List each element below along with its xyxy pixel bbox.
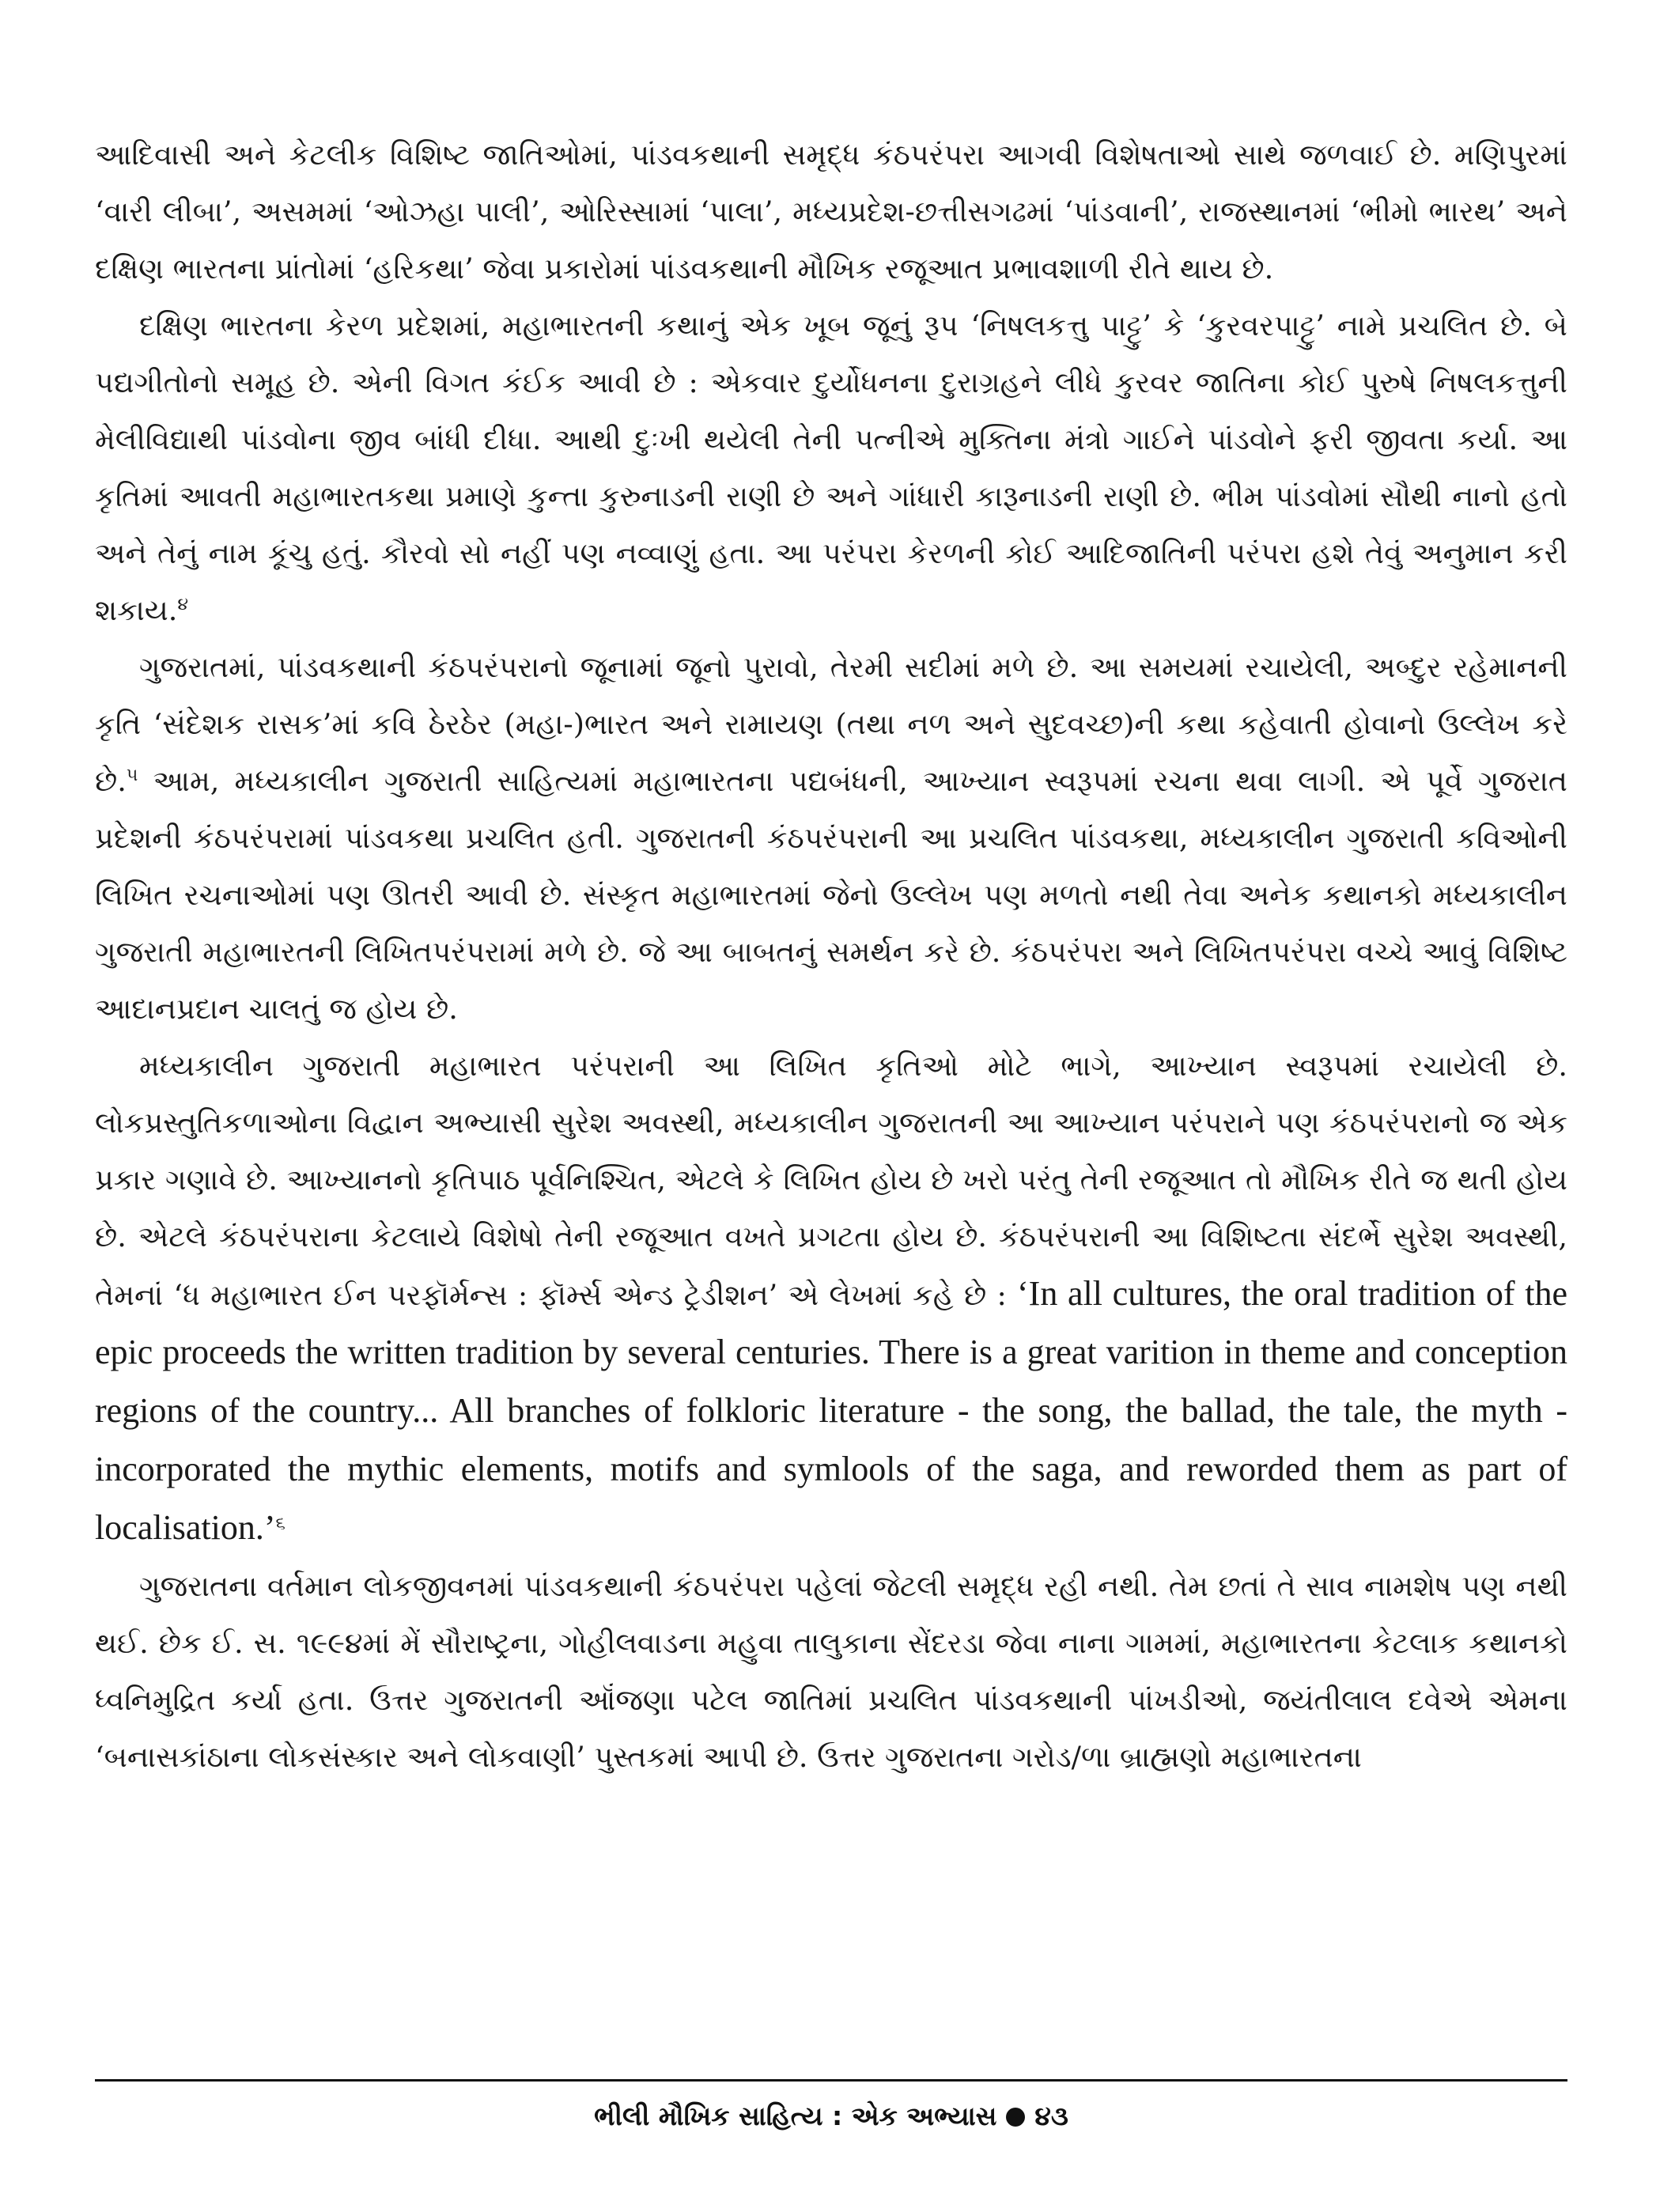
english-quotation: ‘In all cultures, the oral tradition of the epic proceeds the written tradition by several centuries. There is a great varition in theme and conception regions of the country... All branches of folkloric literature - the song, the ballad, the tale, the myth - incorporated the mythic elements, motifs and symlools of the saga, and reworded them as part of localisation.’ [95,1274,1567,1547]
paragraph-2 [95,297,1567,639]
paragraph-4 [95,1038,1567,1558]
footnote-ref: ૬ [275,1513,285,1533]
footer-book-title: ભીલી મૌખિક સાહિત્ય : એક અભ્યાસ [594,2100,997,2131]
paragraph-3 [95,639,1567,1038]
page-body [95,127,1567,1786]
paragraph-3-text-b: આમ, મધ્યકાલીન ગુજરાતી સાહિત્યમાં મહાભારતના પદ્યબંધની, આખ્યાન સ્વરૂપમાં રચના થવા લાગી. એ પૂર્વે ગુજરાત પ્રદેશની કંઠપરંપરામાં પાંડવકથા પ્રચલિત હતી. ગુજરાતની કંઠપરંપરાની આ પ્રચલિત પાંડવકથા, મધ્યકાલીન ગુજરાતી કવિઓની લિખિત રચનાઓમાં પણ ઊતરી આવી છે. સંસ્કૃત મહાભારતમાં જેનો ઉલ્લેખ પણ મળતો નથી તેવા અનેક કથાનકો મધ્યકાલીન ગુજરાતી મહાભારતની લિખિતપરંપરામાં મળે છે. જે આ બાબતનું સમર્થન કરે છે. કંઠપરંપરા અને લિખિતપરંપરા વચ્ચે આવું વિશિષ્ટ આદાનપ્રદાન ચાલતું જ હોય છે. [95,764,1567,1026]
footnote-ref: ૫ [126,765,138,785]
paragraph-5 [95,1558,1567,1786]
page-number: ૪૩ [1034,2100,1068,2131]
paragraph-4-text: મધ્યકાલીન ગુજરાતી મહાભારત પરંપરાની આ લિખિત કૃતિઓ મોટે ભાગે, આખ્યાન સ્વરૂપમાં રચાયેલી છે. લોકપ્રસ્તુતિકળાઓના વિદ્વાન અભ્યાસી સુરેશ અવસ્થી, મધ્યકાલીન ગુજરાતની આ આખ્યાન પરંપરાને પણ કંઠપરંપરાનો જ એક પ્રકાર ગણાવે છે. આખ્યાનનો કૃતિપાઠ પૂર્વનિશ્ચિત, એટલે કે લિખિત હોય છે ખરો પરંતુ તેની રજૂઆત તો મૌખિક રીતે જ થતી હોય છે. એટલે કંઠપરંપરાના કેટલાયે વિશેષો તેની રજૂઆત વખતે પ્રગટતા હોય છે. કંઠપરંપરાની આ વિશિષ્ટતા સંદર્ભે સુરેશ અવસ્થી, તેમનાં ‘ધ મહાભારત ઈન પરફૉર્મન્સ : ફૉર્મ્સ એન્ડ ટ્રેડીશન’ એ લેખમાં કહે છે : [95,1049,1567,1312]
paragraph-1-text: આદિવાસી અને કેટલીક વિશિષ્ટ જાતિઓમાં, પાંડવકથાની સમૃદ્ધ કંઠપરંપરા આગવી વિશેષતાઓ સાથે જળવાઈ છે. મણિપુરમાં ‘વારી લીબા’, અસમમાં ‘ઓઝહા પાલી’, ઓરિસ્સામાં ‘પાલા’, મધ્યપ્રદેશ-છત્તીસગઢમાં ‘પાંડવાની’, રાજસ્થાનમાં ‘ભીમો ભારથ’ અને દક્ષિણ ભારતના પ્રાંતોમાં ‘હરિકથા’ જેવા પ્રકારોમાં પાંડવકથાની મૌખિક રજૂઆત પ્રભાવશાળી રીતે થાય છે. [95,138,1567,285]
paragraph-5-text: ગુજરાતના વર્તમાન લોકજીવનમાં પાંડવકથાની કંઠપરંપરા પહેલાં જેટલી સમૃદ્ધ રહી નથી. તેમ છતાં તે સાવ નામશેષ પણ નથી થઈ. છેક ઈ. સ. ૧૯૯૪માં મેં સૌરાષ્ટ્રના, ગોહીલવાડના મહુવા તાલુકાના સેંદરડા જેવા નાના ગામમાં, મહાભારતના કેટલાક કથાનકો ધ્વનિમુદ્રિત કર્યા હતા. ઉત્તર ગુજરાતની ઑંજણા પટેલ જાતિમાં પ્રચલિત પાંડવકથાની પાંખડીઓ, જયંતીલાલ દવેએ એમના ‘બનાસકાંઠાના લોકસંસ્કાર અને લોકવાણી’ પુસ્તકમાં આપી છે. ઉત્તર ગુજરાતના ગરોડ/ળા બ્રાહ્મણો મહાભારતના [95,1569,1567,1774]
paragraph-3-text-a: ગુજરાતમાં, પાંડવકથાની કંઠપરંપરાનો જૂનામાં જૂનો પુરાવો, તેરમી સદીમાં મળે છે. આ સમયમાં રચાયેલી, અબ્દુર રહેમાનની કૃતિ ‘સંદેશક રાસક’માં કવિ ઠેરઠેર (મહા-)ભારત અને રામાયણ (તથા નળ અને સુદવચ્છ)ની કથા કહેવાતી હોવાનો ઉલ્લેખ કરે છે. [95,650,1567,798]
paragraph-1 [95,127,1567,297]
page-footer [95,2097,1567,2135]
footnote-ref: ૪ [177,594,188,614]
paragraph-2-text: દક્ષિણ ભારતના કેરળ પ્રદેશમાં, મહાભારતની કથાનું એક ખૂબ જૂનું રૂપ ‘નિષલકત્તુ પાટ્ટુ’ કે ‘કુરવરપાટ્ટુ’ નામે પ્રચલિત છે. બે પદ્યગીતોનો સમૂહ છે. એની વિગત કંઈક આવી છે : એકવાર દુર્યોધનના દુરાગ્રહને લીધે કુરવર જાતિના કોઈ પુરુષે નિષલકત્તુની મેલીવિદ્યાથી પાંડવોના જીવ બાંધી દીધા. આથી દુઃખી થયેલી તેની પત્નીએ મુક્તિના મંત્રો ગાઈને પાંડવોને ફરી જીવતા કર્યા. આ કૃતિમાં આવતી મહાભારતકથા પ્રમાણે કુન્તા કુરુનાડની રાણી છે અને ગાંધારી કારૂનાડની રાણી છે. ભીમ પાંડવોમાં સૌથી નાનો હતો અને તેનું નામ કૂંચુ હતું. કૌરવો સો નહીં પણ નવ્વાણું હતા. આ પરંપરા કેરળની કોઈ આદિજાતિની પરંપરા હશે તેવું અનુમાન કરી શકાય. [95,308,1567,627]
bullet-icon [1006,2108,1025,2127]
footer-divider [95,2079,1567,2082]
